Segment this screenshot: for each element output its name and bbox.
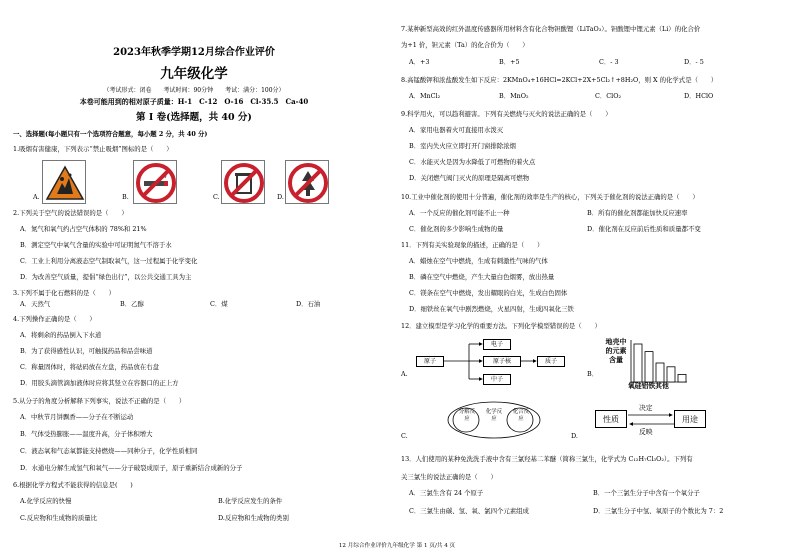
q6-option-b: B.化学反应发生的条件 (218, 497, 283, 505)
q12-stem: 12．建立模型是学习化学的重要方法。下列化学模型错误的是（ ） (401, 322, 601, 330)
q11-option-b: B．磷在空气中燃烧，产生大量白色烟雾，放出热量 (409, 273, 555, 281)
q5-option-d: D．水通电分解生成氢气和氧气——分子破裂成原子，原子重新结合成新的分子 (20, 464, 243, 472)
bar-铝 (656, 363, 664, 382)
q11-option-d: D．细铁丝在氧气中剧烈燃烧，火星四射，生成四氧化三铁 (409, 305, 574, 313)
q4-stem: 4.下列操作正确的是（ ） (13, 315, 96, 323)
no-smoking-sign (133, 160, 177, 204)
q8-option-a: A．MnCl₂ (409, 92, 441, 100)
bar-其他 (678, 374, 686, 382)
q12-label-b: B． (587, 370, 599, 378)
q7-stem-line1: 7.某种新型高效的红外温度传感器所用材料含有化合物钽酸锂（LiTaO₃）。钽酸锂中锂元素（Li）的化合价 (401, 25, 701, 33)
q13-stem-line1: 13．人们使用的某种免洗洗手液中含有三氯羟基二苯醚（简称三氯生，化学式为 C₁₂H₇Cl₃O₂）。下列有 (401, 455, 693, 463)
model-a-arrows (399, 330, 579, 390)
q3-option-b: B．乙醇 (120, 300, 144, 308)
model-d-arrows (627, 410, 675, 430)
model-c-chemical-reaction: 化学反应 (485, 409, 503, 422)
section-title: 第 I 卷(选择题，共 40 分) (136, 112, 252, 123)
q13-option-d: D．三氯生分子中氢、氧原子的个数比为 7：2 (593, 507, 724, 515)
q10-option-b: B．所有的催化剂都能加快反应速率 (587, 209, 688, 217)
section-instructions: 一、选择题(每小题只有一个选项符合题意，每小题 2 分，共 40 分) (13, 130, 208, 138)
q2-option-c: C．工业上利用分离液态空气制取氧气，这一过程属于化学变化 (20, 257, 198, 265)
crust-element-bar-chart (629, 338, 689, 388)
model-d-decide-label: 决定 (639, 404, 653, 412)
q9-stem: 9.科学用火，可以趋利避害。下列有关燃烧与灭火的说法正确的是（ ） (401, 110, 612, 118)
atomic-mass-line: 本卷可能用到的相对原子质量：H-1 C-12 O-16 Cl-35.5 Ca-40 (79, 97, 309, 106)
q2-option-d: D．为改善空气质量，提倡“绿色出行”，以公共交通工具为主 (20, 273, 192, 281)
exam-info: （考试形式：闭卷 考试时间：90分钟 考试：满分：100分） (103, 87, 285, 94)
model-c-decomposition: 分解反应 (458, 409, 476, 422)
model-a-electron-box: 电子 (483, 339, 511, 350)
q1-label-a: A. (33, 193, 40, 201)
q12-label-d: D. (571, 432, 578, 440)
subject-title: 九年级化学 (160, 66, 228, 82)
model-b-x-label: 氧硅铝铁其他 (628, 382, 669, 390)
q9-option-a: A．家用电器着火可直接用水泼灭 (409, 126, 504, 134)
q12-label-a: A. (401, 370, 408, 378)
q13-option-b: B．一个三氯生分子中含有一个氧分子 (593, 489, 700, 497)
q8-option-d: D．HClO (684, 92, 714, 100)
no-littering-sign (221, 160, 265, 204)
q1-label-b: B. (122, 193, 129, 201)
exam-title: 2023年秋季学期12月综合作业评价 (113, 47, 275, 58)
q5-stem: 5.从分子的角度分析解释下列事实，说法不正确的是（ ） (13, 397, 186, 405)
left-column (0, 0, 388, 552)
right-column (399, 0, 787, 552)
q7-option-a: A．+3 (409, 58, 430, 66)
q9-option-c: C．水能灭火是因为水降低了可燃物的着火点 (409, 158, 536, 166)
q1-stem: 1.吸烟有害健康，下列表示“禁止吸烟”图标的是（ ） (13, 145, 173, 153)
q13-option-a: A．三氯生含有 24 个原子 (409, 489, 484, 497)
q4-option-c: C．称量固体时，将砝码放在左盘，药品放在右盘 (20, 363, 160, 371)
q3-stem: 3.下列不属于化石燃料的是（ ） (13, 289, 115, 297)
q11-option-a: A．蜡烛在空气中燃烧，生成有刺激性气味的气体 (409, 257, 548, 265)
q6-option-a: A.化学反应的快慢 (20, 497, 72, 505)
model-c-combination: 化合反应 (512, 409, 530, 422)
q5-option-b: B．气体受热膨胀——温度升高，分子体积增大 (20, 430, 153, 438)
q2-option-b: B．测定空气中氧气含量的实验中可证明氮气不溶于水 (20, 241, 172, 249)
q4-option-a: A．将剩余的药品倒入下水道 (20, 331, 102, 339)
model-a-neutron-box: 中子 (483, 374, 511, 385)
q11-option-c: C．镁条在空气中燃烧，发出耀眼的白光，生成白色固体 (409, 289, 568, 297)
q4-option-b: B．为了获得感性认识，可触摸药品和品尝味道 (20, 347, 153, 355)
q12-label-c: C. (401, 432, 408, 440)
q2-option-a: A．氮气和氧气约占空气体积的 78%和 21% (20, 225, 147, 233)
q3-option-a: A．天然气 (20, 300, 51, 308)
q13-option-c: C．三氯生由碳、氢、氧、氯四个元素组成 (409, 507, 529, 515)
q8-option-b: B．MnO₂ (499, 92, 529, 100)
q1-label-c: C. (213, 193, 220, 201)
page-footer: 12 月综合作业评价九年级化学 第 1 页/共 4 页 (338, 543, 456, 549)
bar-硅 (645, 352, 653, 382)
q10-stem: 10.工业中催化剂的使用十分普遍，催化剂的效率是生产的核心，下列关于催化剂的说法正确的是（ ） (401, 193, 699, 201)
bar-氧 (634, 344, 642, 382)
q7-option-d: D．- 5 (684, 58, 704, 66)
q4-option-d: D．用胶头滴管滴加液体时应将其竖立在容器口的正上方 (20, 379, 179, 387)
q10-option-d: D．催化剂在反应前后性质和质量都不变 (587, 225, 701, 233)
q1-label-d: D. (277, 193, 284, 201)
model-d-reflect-label: 反映 (639, 428, 653, 436)
model-a-atom-box: 原子 (416, 356, 444, 367)
q5-option-a: A．中秋节月饼飘香——分子在不断运动 (20, 413, 134, 421)
q9-option-b: B．室内失火应立即打开门窗排除浓烟 (409, 142, 516, 150)
q2-stem: 2.下列关于空气的说法错误的是（ ） (13, 209, 128, 217)
q6-option-d: D.反应物和生成物的类别 (218, 514, 289, 522)
q8-option-c: C．ClO₂ (595, 92, 622, 100)
q10-option-c: C．催化剂的多少影响生成物的量 (409, 225, 504, 233)
q6-option-c: C.反应物和生成物的质量比 (20, 514, 97, 522)
q5-option-c: C．液态氧和气态氧都能支持燃烧——同种分子，化学性质相同 (20, 447, 198, 455)
q8-stem: 8.高锰酸钾和浓盐酸发生如下反应：2KMnO₄+16HCl=2KCl+2X+5Cl₂↑+8H₂O，则 X 的化学式是（ ） (401, 76, 718, 84)
model-a-proton-box: 质子 (537, 356, 565, 367)
model-a-nucleus-box: 原子核 (483, 356, 521, 367)
no-fireworks-sign (285, 160, 329, 204)
q7-stem-line2: 为+1 价，钽元素（Ta）的化合价为（ ） (401, 41, 529, 49)
model-d-use-box: 用途 (674, 410, 706, 428)
q10-option-a: A．一个反应的催化剂可能不止一种 (409, 209, 510, 217)
q6-stem: 6.根据化学方程式不能获得的信息是( ) (13, 481, 133, 489)
model-b-y-label: 地壳中的元素含量 (605, 337, 627, 364)
q7-option-c: C．- 3 (599, 58, 619, 66)
q3-option-d: D．石油 (296, 300, 321, 308)
q7-option-b: B．+5 (499, 58, 520, 66)
explosion-warning-sign (42, 160, 86, 204)
model-d-property-box: 性质 (595, 410, 627, 428)
q13-stem-line2: 关三氯生的说法正确的是（ ） (401, 473, 497, 481)
bar-铁 (667, 367, 675, 382)
q9-option-d: D．关闭燃气阀门灭火的原理是隔离可燃物 (409, 174, 530, 182)
q11-stem: 11．下列有关实验现象的描述，正确的是（ ） (401, 241, 544, 249)
q3-option-c: C．煤 (210, 300, 228, 308)
